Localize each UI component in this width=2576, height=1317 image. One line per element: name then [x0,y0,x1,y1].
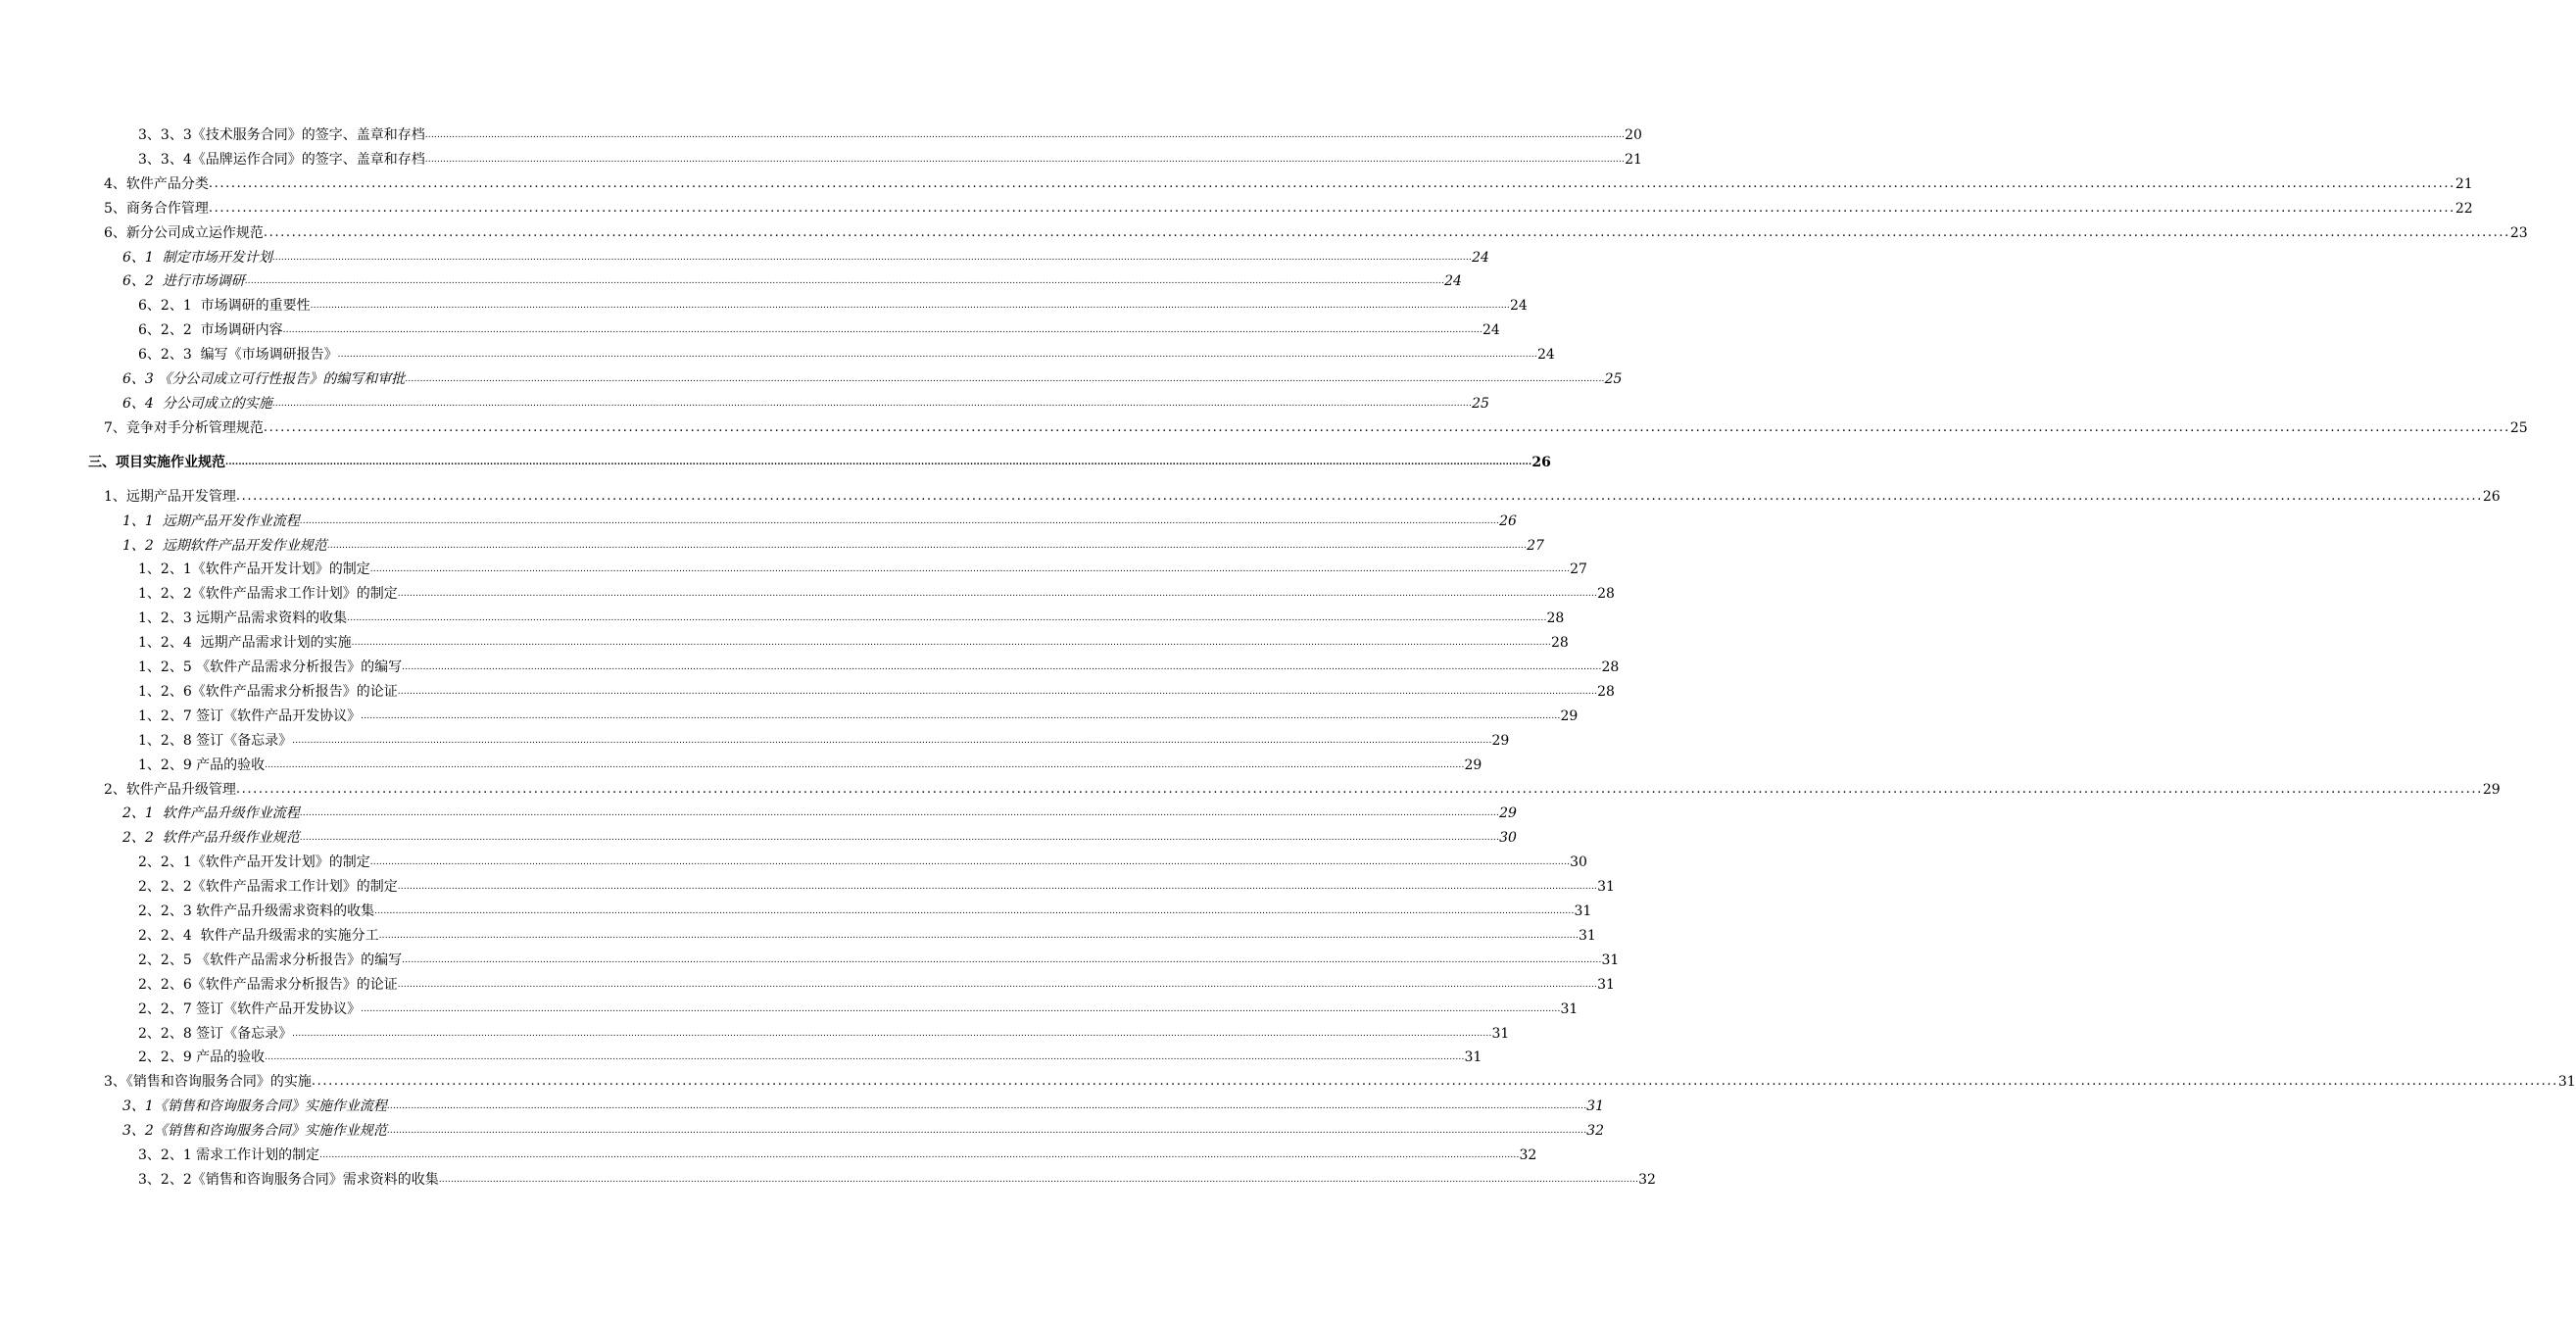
dot-leader: ................................................................................................................................................................................................................................................................................................................................................................................................................ [397,589,1598,600]
dot-leader: ................................................................................................................................................................................................................................................................................................................................................................................................................ [310,301,1510,312]
toc-entry[interactable] [0,417,2528,439]
toc-entry-title: 3、2《销售和咨询服务合同》实施作业规范 [122,1123,387,1140]
toc-entry[interactable] [0,1096,1604,1117]
dot-leader: ................................................................................................................................................................................................................................................................................................................................................................................................................ [386,1126,1587,1137]
dot-leader: ................................................................................................................................................................................................................................................................................................................................................................................................................ [326,540,1528,551]
dot-leader: ................................................................................................................................................................................................................................................................................................................................................................................................................ [337,350,1537,361]
toc-entry-page-number: 31 [1560,1000,1579,1017]
toc-entry-page-number: 28 [1550,635,1569,652]
toc-entry-title: 2、1 软件产品升级作业流程 [122,805,300,822]
toc-entry-page-number: 29 [1491,732,1510,749]
toc-entry-page-number: 26 [1531,454,1551,470]
toc-entry-page-number: 31 [1597,976,1615,993]
dot-leader: ................................................................................................................................................................................................................................................................................................................................................................................................................ [311,1074,2558,1090]
toc-entry[interactable] [0,1169,1656,1191]
toc-entry-page-number: 32 [1519,1147,1537,1163]
toc-entry[interactable] [0,319,1500,341]
dot-leader: ................................................................................................................................................................................................................................................................................................................................................................................................................ [299,833,1500,844]
toc-entry[interactable] [0,755,1482,776]
toc-entry-title: 1、2、6《软件产品需求分析报告》的论证 [138,683,398,700]
toc-entry[interactable] [0,925,1596,947]
toc-entry-title: 1、2、9 产品的验收 [138,756,266,773]
toc-entry[interactable] [0,779,2501,801]
toc-entry-page-number: 31 [1578,927,1596,944]
toc-entry-page-number: 32 [1638,1171,1656,1188]
toc-entry-page-number: 30 [1570,854,1587,871]
toc-entry[interactable] [0,393,1489,415]
toc-entry-title: 1、2、5 《软件产品需求分析报告》的编写 [138,659,403,675]
toc-entry-title: 3、2、1 需求工作计划的制定 [138,1147,320,1163]
toc-entry[interactable] [0,452,1551,473]
dot-leader: ................................................................................................................................................................................................................................................................................................................................................................................................................ [405,374,1605,384]
dot-leader: ................................................................................................................................................................................................................................................................................................................................................................................................................ [424,154,1626,165]
toc-entry[interactable] [0,511,1517,532]
dot-leader: ................................................................................................................................................................................................................................................................................................................................................................................................................ [424,130,1626,140]
toc-entry-page-number: 32 [1586,1123,1604,1140]
toc-entry-title: 2、2、6《软件产品需求分析报告》的论证 [138,976,398,993]
toc-entry-page-number: 25 [1604,371,1623,387]
toc-entry[interactable] [0,1145,1537,1166]
toc-entry-title: 6、新分公司成立运作规范 [104,224,264,241]
toc-entry-page-number: 22 [2454,200,2473,217]
toc-entry[interactable] [0,1047,1482,1068]
toc-entry[interactable] [0,486,2501,508]
toc-entry-page-number: 31 [1464,1049,1482,1066]
toc-entry[interactable] [0,1120,1604,1142]
toc-entry-page-number: 29 [1499,805,1517,822]
toc-entry[interactable] [0,950,1620,971]
toc-entry[interactable] [0,247,1489,268]
toc-entry-page-number: 28 [1546,610,1565,627]
dot-leader: ................................................................................................................................................................................................................................................................................................................................................................................................................ [361,710,1561,721]
toc-entry[interactable] [0,583,1615,605]
toc-entry-page-number: 23 [2509,224,2528,241]
toc-entry-page-number: 28 [1597,683,1615,700]
toc-entry[interactable] [0,198,2473,220]
toc-entry-page-number: 29 [2482,781,2501,798]
toc-entry-page-number: 24 [1536,347,1555,364]
toc-entry[interactable] [0,901,1592,922]
dot-leader: ................................................................................................................................................................................................................................................................................................................................................................................................................ [265,759,1465,770]
toc-entry[interactable] [0,681,1615,703]
toc-entry-title: 4、软件产品分类 [104,175,209,192]
toc-entry-title: 2、2、9 产品的验收 [138,1049,266,1066]
toc-entry-title: 2、2、5 《软件产品需求分析报告》的编写 [138,951,403,968]
toc-entry-title: 2、2、4 软件产品升级需求的实施分工 [138,927,379,944]
toc-entry[interactable] [0,295,1528,317]
toc-entry-page-number: 25 [1472,395,1489,412]
dot-leader: ................................................................................................................................................................................................................................................................................................................................................................................................................ [397,979,1598,990]
toc-entry-title: 2、2、8 签订《备忘录》 [138,1025,293,1042]
dot-leader: ................................................................................................................................................................................................................................................................................................................................................................................................................ [347,613,1547,624]
dot-leader: ................................................................................................................................................................................................................................................................................................................................................................................................................ [292,735,1492,746]
dot-leader: ................................................................................................................................................................................................................................................................................................................................................................................................................ [319,1150,1520,1160]
toc-entry[interactable] [0,632,1569,654]
dot-leader: ................................................................................................................................................................................................................................................................................................................................................................................................................ [386,1101,1587,1112]
dot-leader: ................................................................................................................................................................................................................................................................................................................................................................................................................ [263,419,2510,435]
toc-entry-title: 5、商务合作管理 [104,200,209,217]
toc-entry-page-number: 31 [1574,903,1592,919]
toc-entry-page-number: 24 [1509,298,1528,315]
dot-leader: ................................................................................................................................................................................................................................................................................................................................................................................................................ [299,808,1500,819]
dot-leader: ................................................................................................................................................................................................................................................................................................................................................................................................................ [271,398,1473,409]
toc-entry-title: 7、竞争对手分析管理规范 [104,419,264,436]
toc-entry-page-number: 31 [2557,1074,2576,1091]
toc-entry-title: 3、2、2《销售和咨询服务合同》需求资料的收集 [138,1171,439,1188]
toc-entry[interactable] [0,730,1510,752]
toc-entry-title: 2、2、3 软件产品升级需求资料的收集 [138,903,375,919]
dot-leader: ................................................................................................................................................................................................................................................................................................................................................................................................................ [397,686,1598,697]
dot-leader: ................................................................................................................................................................................................................................................................................................................................................................................................................ [374,906,1575,916]
toc-entry-page-number: 21 [1625,151,1642,168]
toc-entry-title: 3、1《销售和咨询服务合同》实施作业流程 [122,1098,387,1115]
toc-entry[interactable] [0,827,1517,849]
toc-entry-title: 6、1 制定市场开发计划 [122,249,272,266]
toc-entry[interactable] [0,974,1615,996]
toc-entry-title: 1、远期产品开发管理 [104,488,236,505]
toc-entry-title: 6、2 进行市场调研 [122,273,245,290]
toc-entry[interactable] [0,222,2528,244]
toc-entry[interactable] [0,149,1642,171]
dot-leader: ................................................................................................................................................................................................................................................................................................................................................................................................................ [235,781,2483,797]
toc-entry-title: 2、2、1《软件产品开发计划》的制定 [138,854,370,871]
toc-entry-page-number: 21 [2454,175,2473,192]
toc-entry[interactable] [0,270,1462,292]
toc-entry-page-number: 26 [1499,512,1517,529]
dot-leader: ................................................................................................................................................................................................................................................................................................................................................................................................................ [369,564,1571,575]
dot-leader: ................................................................................................................................................................................................................................................................................................................................................................................................................ [402,662,1602,672]
toc-entry-page-number: 27 [1570,561,1587,578]
toc-entry-page-number: 24 [1444,273,1462,290]
dot-leader: ................................................................................................................................................................................................................................................................................................................................................................................................................ [438,1174,1639,1185]
toc-entry-page-number: 31 [1491,1025,1510,1042]
dot-leader: ................................................................................................................................................................................................................................................................................................................................................................................................................ [208,200,2455,216]
toc-entry-page-number: 31 [1597,879,1615,896]
dot-leader: ................................................................................................................................................................................................................................................................................................................................................................................................................ [299,515,1500,526]
dot-leader: ................................................................................................................................................................................................................................................................................................................................................................................................................ [292,1028,1492,1039]
toc-entry-title: 6、4 分公司成立的实施 [122,395,272,412]
dot-leader: ................................................................................................................................................................................................................................................................................................................................................................................................................ [378,930,1579,941]
toc-entry-page-number: 28 [1597,586,1615,603]
toc-entry[interactable] [0,535,1544,557]
toc-entry[interactable] [0,368,1623,390]
toc-entry-title: 三、项目实施作业规范 [88,454,225,470]
toc-entry[interactable] [0,706,1579,727]
toc-entry-title: 2、软件产品升级管理 [104,781,236,798]
toc-entry-page-number: 27 [1527,537,1544,554]
toc-entry-page-number: 24 [1472,249,1489,266]
toc-entry-title: 3、3、3《技术服务合同》的签字、盖章和存档 [138,127,425,143]
toc-entry[interactable] [0,852,1587,873]
toc-entry-title: 6、3 《分公司成立可行性报告》的编写和审批 [122,371,406,387]
toc-entry[interactable] [0,173,2473,195]
toc-entry-title: 1、2 远期软件产品开发作业规范 [122,537,327,554]
dot-leader: ................................................................................................................................................................................................................................................................................................................................................................................................................ [402,954,1602,965]
dot-leader: ................................................................................................................................................................................................................................................................................................................................................................................................................ [244,276,1445,287]
dot-leader: ................................................................................................................................................................................................................................................................................................................................................................................................................ [265,1052,1465,1063]
toc-entry-page-number: 28 [1601,659,1620,675]
toc-entry[interactable] [0,1023,1510,1045]
toc-entry[interactable] [0,344,1555,366]
toc-entry-title: 2、2 软件产品升级作业规范 [122,830,300,847]
toc-entry-title: 3、《销售和咨询服务合同》的实施 [104,1074,312,1091]
toc-entry[interactable] [0,803,1517,824]
toc-entry-page-number: 29 [1464,756,1482,773]
toc-entry[interactable] [0,657,1620,678]
toc-entry-title: 1、2、7 签订《软件产品开发协议》 [138,707,362,724]
dot-leader: ................................................................................................................................................................................................................................................................................................................................................................................................................ [271,252,1473,263]
toc-entry-title: 1、1 远期产品开发作业流程 [122,512,300,529]
toc-entry-page-number: 26 [2482,488,2501,505]
dot-leader: ................................................................................................................................................................................................................................................................................................................................................................................................................ [235,488,2483,504]
toc-entry-title: 2、2、7 签订《软件产品开发协议》 [138,1000,362,1017]
toc-entry-page-number: 31 [1586,1098,1604,1115]
toc-entry-page-number: 20 [1625,127,1642,143]
dot-leader: ................................................................................................................................................................................................................................................................................................................................................................................................................ [369,857,1571,868]
toc-entry-page-number: 29 [1560,707,1579,724]
toc-entry-title: 6、2、3 编写《市场调研报告》 [138,347,338,364]
toc-entry-title: 1、2、3 远期产品需求资料的收集 [138,610,348,627]
toc-entry-title: 1、2、2《软件产品需求工作计划》的制定 [138,586,398,603]
toc-entry-title: 2、2、2《软件产品需求工作计划》的制定 [138,879,398,896]
toc-entry-page-number: 24 [1482,322,1500,339]
toc-entry-page-number: 31 [1601,951,1620,968]
toc-entry-page-number: 25 [2509,419,2528,436]
dot-leader: ................................................................................................................................................................................................................................................................................................................................................................................................................ [282,325,1482,336]
toc-entry[interactable] [0,608,1565,629]
dot-leader: ................................................................................................................................................................................................................................................................................................................................................................................................................ [208,175,2455,191]
toc-entry[interactable] [0,1071,2576,1093]
toc-entry-title: 6、2、2 市场调研内容 [138,322,283,339]
toc-entry-title: 3、3、4《品牌运作合同》的签字、盖章和存档 [138,151,425,168]
dot-leader: ................................................................................................................................................................................................................................................................................................................................................................................................................ [361,1003,1561,1014]
toc-entry-title: 6、2、1 市场调研的重要性 [138,298,311,315]
toc-entry-title: 1、2、8 签订《备忘录》 [138,732,293,749]
dot-leader: ................................................................................................................................................................................................................................................................................................................................................................................................................ [351,638,1551,649]
toc-entry-title: 1、2、1《软件产品开发计划》的制定 [138,561,370,578]
toc-entry-title: 1、2、4 远期产品需求计划的实施 [138,635,352,652]
dot-leader: ................................................................................................................................................................................................................................................................................................................................................................................................................ [397,882,1598,893]
toc-entry[interactable] [0,559,1587,580]
dot-leader: ................................................................................................................................................................................................................................................................................................................................................................................................................ [225,457,1532,467]
dot-leader: ................................................................................................................................................................................................................................................................................................................................................................................................................ [263,224,2510,240]
toc-entry[interactable] [0,124,1642,146]
toc-entry-page-number: 30 [1499,830,1517,847]
toc-entry[interactable] [0,999,1579,1020]
toc-entry[interactable] [0,876,1615,898]
